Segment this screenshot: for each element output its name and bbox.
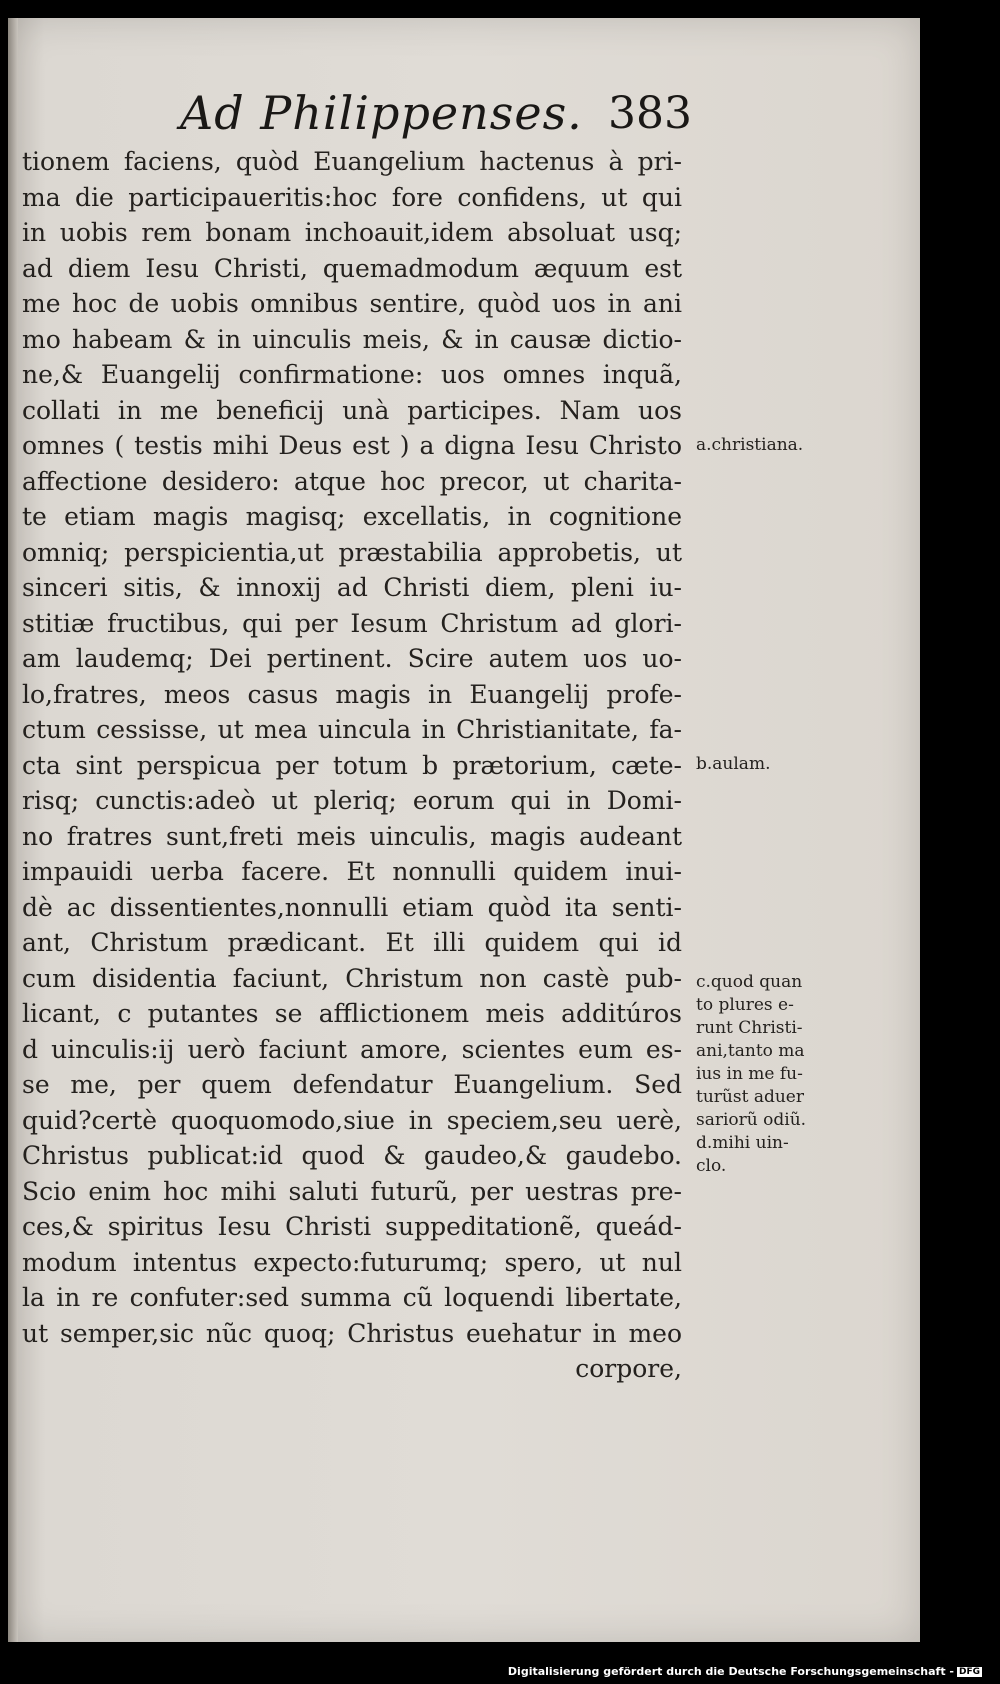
margin-note-b: b.aulam. (696, 754, 771, 774)
text-line: se me, per quem defendatur Euangelium. Sed (22, 1070, 682, 1099)
text-line: la in re confuter:sed summa cũ loquendi libertate, (22, 1283, 682, 1312)
text-line: risq; cunctis:adeò ut pleriq; eorum qui in Domi- (22, 786, 682, 815)
text-line: Scio enim hoc mihi saluti futurũ, per uestras pre- (22, 1176, 682, 1206)
text-line: stitiæ fructibus, qui per Iesum Christum ad glori- (22, 608, 682, 638)
margin-note-line: to plures e- (696, 995, 794, 1015)
catchword: corpore, (575, 1354, 682, 1383)
margin-note-a: a.christiana. (696, 435, 804, 455)
text-line: sinceri sitis, & innoxij ad Christi diem, pleni iu- (22, 573, 682, 602)
text-line: ad diem Iesu Christi, quemadmodum æquum est (22, 253, 682, 283)
text-line: quid?certè quoquomodo,siue in speciem,seu uerè, (22, 1105, 682, 1135)
digitization-credit (508, 1665, 982, 1678)
text-line: in uobis rem bonam inchoauit,idem absoluat usq; (22, 218, 682, 247)
text-line: ut semper,sic nũc quoq; Christus euehatur in meo (22, 1318, 682, 1348)
margin-note-line: turũst aduer (696, 1087, 804, 1107)
page-header (170, 78, 690, 148)
text-line: licant, c putantes se afflictionem meis additúros (22, 999, 682, 1028)
text-line: omniq; perspicientia,ut præstabilia approbetis, ut (22, 537, 682, 567)
text-line: affectione desidero: atque hoc precor, ut charita- (22, 466, 682, 496)
margin-note-line: ani,tanto ma (696, 1041, 805, 1061)
credit-text: Digitalisierung gefördert durch die Deutsche Forschungsgemeinschaft - (507, 1665, 954, 1678)
page-number: 383 (608, 88, 692, 139)
text-line: modum intentus expecto:futurumq; spero, ut nul (22, 1247, 682, 1277)
body-text (22, 144, 807, 1387)
dfg-logo: DFG (958, 1667, 980, 1677)
text-line: omnes ( testis mihi Deus est ) a digna Iesu Christo (22, 431, 682, 460)
text-line: te etiam magis magisq; excellatis, in cognitione (22, 502, 682, 531)
margin-note-c (696, 971, 846, 1178)
text-line: d uinculis:ij uerò faciunt amore, scientes eum es- (22, 1034, 682, 1064)
margin-note-line: clo. (696, 1156, 727, 1176)
margin-note-line: d.mihi uin- (696, 1133, 789, 1153)
text-line: ne,& Euangelij confirmatione: uos omnes inquã, (22, 360, 682, 389)
text-line: cum disidentia faciunt, Christum non castè pub- (22, 963, 682, 993)
running-title: Ad Philippenses. (180, 86, 583, 140)
text-line: Christus publicat:id quod & gaudeo,& gaudebo. (22, 1141, 682, 1170)
text-line: mo habeam & in uinculis meis, & in causæ dictio- (22, 324, 682, 354)
text-line: am laudemq; Dei pertinent. Scire autem uos uo- (22, 644, 682, 673)
text-line: impauidi uerba facere. Et nonnulli quidem inui- (22, 857, 682, 886)
text-line: ctum cessisse, ut mea uincula in Christianitate, fa- (22, 715, 682, 744)
text-line: no fratres sunt,freti meis uinculis, magis audeant (22, 821, 682, 851)
page-gutter (8, 18, 18, 1642)
text-line: ant, Christum prædicant. Et illi quidem qui id (22, 928, 682, 957)
margin-note-line: runt Christi- (696, 1018, 803, 1038)
text-line: dè ac dissentientes,nonnulli etiam quòd ita senti- (22, 892, 682, 922)
text-line: cta sint perspicua per totum b prætorium, cæte- (22, 750, 682, 780)
text-line: ces,& spiritus Iesu Christi suppeditationẽ, queád- (22, 1212, 682, 1241)
text-line: lo,fratres, meos casus magis in Euangelij profe- (22, 679, 682, 709)
margin-note-line: c.quod quan (696, 972, 803, 992)
margin-note-line: sariorũ odiũ. (696, 1110, 807, 1130)
text-line: tionem faciens, quòd Euangelium hactenus à pri- (22, 147, 682, 176)
text-line: me hoc de uobis omnibus sentire, quòd uos in ani (22, 289, 682, 318)
margin-note-line: ius in me fu- (696, 1064, 803, 1084)
text-line: ma die participaueritis:hoc fore confidens, ut qui (22, 182, 682, 212)
text-line: collati in me beneficij unà participes. Nam uos (22, 395, 682, 425)
